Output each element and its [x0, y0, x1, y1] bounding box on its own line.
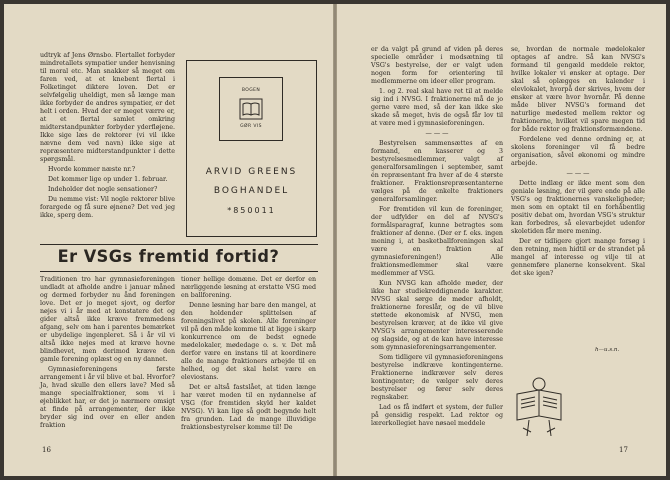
headline-rule-bottom — [40, 271, 318, 272]
ad-phone-number: *850011 — [227, 206, 276, 215]
right-column-bottom — [181, 276, 316, 432]
ad-store-name: ARVID GREENS — [205, 167, 298, 177]
left-column-top — [40, 52, 175, 220]
left-page — [4, 4, 333, 476]
paragraph: 1. og 2. real skal have ret til at melde sig ind i NVSG. I fraktionerne må de jo gerne være med, så der kan ikke ske skade så meget, hvis de også får lov til at være med i gymnasieforeningen. — [371, 88, 503, 127]
paragraph: Gymnasieforeningens første arrangement i år vil blive et bal. Hvorfor? Ja, hvad skulle den ellers lave? Med så mange specialfraktioner, som vi i øjeblikket har, er det jo nærmere omsigt at finde på arrangementer, der ikke bryder sig ind over en eller anden fraktion — [40, 366, 175, 429]
paragraph: Som tidligere vil gymnasieforeningens bestyrelse indkræve kontingenterne. Fraktionerne indkræver selv deres kontingenter; de vælger selv deres bestyrelser og fører selv deres regnskaber. — [371, 354, 503, 401]
page-number-left: 16 — [42, 446, 51, 454]
paragraph: For fremtiden vil kun de foreninger, der udfylder en del af NVSG's formålsparagraf, kunne betragtes som fraktioner af denne. (Der er f. eks. ingen mening i, at basketballforeningen skal være en fraktion af gymnasieforeningen!) Alle fraktionsmedlemmer skal være medlemmer af VSG. — [371, 206, 503, 277]
paragraph: udtryk af Jens Ørnsbo. Flertallet forbyder mindretallets sympatier under henvisning til moral etc. Man snakker så meget om faren ved, at et knebent flertal i Folketinget diktere loven. Det er selvfølgelig uheldigt, men så længe man ikke forbyder de andres sympatier, er det helt i orden. Hvad der er meget værre er, at et flertal samlet omkring midterstandpunkter forbyder yderfløjene. Ikke sige læs de rektorer (vi vil ikke nævne dem ved navn) ikke sige at repræsentere midterstandpunkter i dette spørgsmål. — [40, 52, 175, 163]
bookstore-logo — [219, 77, 283, 141]
paragraph: Dette indlæg er ikke ment som den geniale løsning, der vil gøre ende på alle VSG's og fraktionernes vanskeligheder; men som en optakt til en forhåbentlig positiv debat om, hvordan VSG's struktur kan forbedres, så elevarbejdet udenfor skoletiden får mere mening. — [511, 180, 645, 235]
headline-rule-top — [40, 244, 318, 245]
paragraph: se, hvordan de normale mødelokaler optages af andre. Så kan NVSG's formand til gengæld meddele rektor, hvilke lokaler vi ønsker at optage. Der skal så oplægges en kalender i elevlokalet, hvorpå der skrives, hvem der ønsker at være hvor hvornår. På denne måde bliver NVSG's formand det naturlige mødested mellem rektor og fraktionerne, hvilket vil spare megen tid for både rektor og fraktionsformændene. — [511, 46, 645, 133]
right-page-column-right — [511, 46, 645, 278]
ad-store-type: BOGHANDEL — [213, 186, 290, 196]
logo-text-bottom: GØR VIS — [240, 124, 262, 129]
paragraph: Kun NVSG kan afholde møder, der ikke har studiekreddignende karakter. NVSG skal sørge de møder afholdt, fraktionerne foreslår, og de vil blive støttede økonomisk af NVSG, men bestyrelsen kræver, at de ikke vil give NVSG's arrangementer interesserende og slagside, og at de kan have interesse som gymnasieforeningsarrangementer. — [371, 280, 503, 351]
article-headline: Er VSGs fremtid fortid? — [57, 247, 280, 267]
paragraph: er da valgt på grund af viden på deres specielle områder i modsætning til VSG's bestyrelse, der er valgt uden nogen form for orientering til medlemmerne om ideer eller program. — [371, 46, 503, 85]
paragraph: Det kommer lige op under 1. februar. — [48, 176, 168, 183]
paragraph: Indeholder det nogle sensationer? — [48, 186, 158, 193]
paragraph: Denne løsning har bare den mangel, at den holdender splittelsen af foreningslivet på skolen. Alle foreninger vil på den måde komme til at ligge i skarp konkurrence om de bedst egnede mødelokaler, mødedage o. s. v. Det må derfor være en instans til at koordinere alle de mange fraktioners arbejde til en helhed, og det skal helst være en eleviostans. — [181, 302, 316, 381]
right-page-column-left — [371, 46, 503, 428]
page-number-right: 17 — [619, 446, 628, 454]
paragraph: — — — — [425, 130, 449, 137]
paragraph: Lad os få indført et system, der fuller på gensidig respekt. Lad rektor og lærerkollegiet have nøsael meddele — [371, 404, 503, 427]
bookstore-advertisement — [186, 60, 317, 237]
paragraph: Du nemme vist: Vil nogle rektorer blive forargede og få sure øjnene? Det ved jeg ikke, sperg dem. — [40, 196, 175, 219]
logo-text-top: BOGEN — [241, 88, 261, 93]
paragraph: Hvorde kommer næste nr.? — [48, 166, 136, 173]
paragraph: tioner hellige domæne. Det er derfor en nærliggende løsning at erstatte VSG med en ballforening. — [181, 276, 316, 299]
paragraph: — — — — [566, 170, 590, 177]
booklet-spread — [4, 4, 666, 476]
paragraph: Det er altså fastslået, at tiden længe har været moden til en nydannelse af VSG (for fremtiden skyld her kaldet NVSG). Vi kan lige så godt begynde helt fra grunden. Lad de mange illuvidige fraktionsbestyrelser komme til! De — [181, 384, 316, 431]
paragraph: Traditionen tro har gymnasieforeningen undladt at afholde andre i januar måned og dermed forbyder nu ånd foreningen love. Det er jo meget sjovt, og derfor nøjes vi i år med at konstatere det og gider altså ikke kræve fremmedens afgang, selv om han i parentes bemærket er ubydelige ingenpleret. Så i år vil vi altså ikke nøjes med at kræve hovne blindhevet, men derimod kræve den gamle forening oplæst og en ny dannet. — [40, 276, 175, 363]
paragraph: Der er tidligere gjort mange forsøg i den retning, men hidtil er de strandet på mangel af interesse og vilje til at gennemføre planerne konsekvent. Skal det ske igen? — [511, 238, 645, 277]
author-signature: h—u.s.n. — [595, 347, 620, 353]
paragraph: Bestyrelsen sammensættes af en formand, en kasserer og 3 bestyrelsesmedlemmer, valgt af generalforsamlingen i september, samt én repræsentant fra hver af de 4 største fraktioner. Fraktionsrepræsentanterne vælges på de enkelte fraktioners generalforsamlinger. — [371, 140, 503, 203]
paragraph: Fordelene ved denne ordning er, at skolens foreninger vil få bedre organisation, såvel økonomi og mindre arbejde. — [511, 136, 645, 167]
right-page — [337, 4, 666, 476]
reading-figure-illustration — [509, 376, 571, 438]
open-book-icon — [239, 98, 263, 120]
left-column-bottom — [40, 276, 175, 430]
